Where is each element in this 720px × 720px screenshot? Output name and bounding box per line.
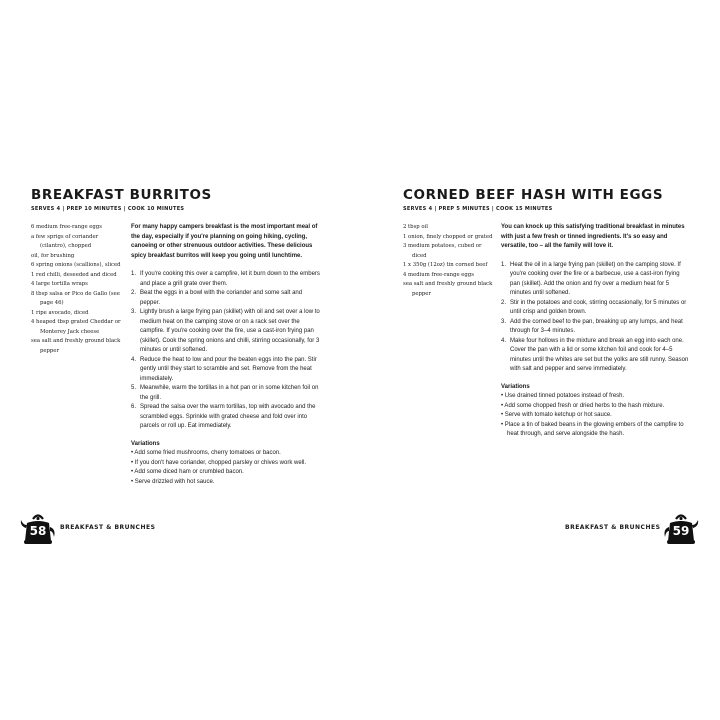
step-number: 1. (131, 271, 137, 277)
method-step (501, 318, 691, 337)
variation-item: • Add some chopped fresh or dried herbs to the hash mixture. (501, 402, 665, 409)
method-step (131, 308, 321, 356)
step-text: Stir in the potatoes and cook, stirring occasionally, for 5 minutes or until crisp and golden brown. (510, 299, 687, 315)
step-number: 3. (131, 309, 137, 315)
recipe-body (501, 223, 691, 440)
ingredient: a few sprigs of coriander (cilantro), chopped (31, 233, 99, 249)
ingredient: oil, for brushing (31, 252, 75, 259)
recipe-title: BREAKFAST BURRITOS (31, 187, 212, 203)
recipe-meta: SERVES 4 | PREP 5 MINUTES | COOK 15 MINUTES (403, 206, 553, 212)
page-number: 58 (29, 524, 47, 538)
ingredient: 4 large tortilla wraps (31, 281, 88, 287)
recipe-intro: You can knock up this satisfying traditional breakfast in minutes with just a few fresh or tinned ingredients. It's so easy and versatile, too – all the family will love it. (501, 224, 685, 249)
variations-title: Variations (501, 383, 530, 390)
ingredient: 3 medium potatoes, cubed or diced (403, 243, 482, 259)
variation-item: • Place a tin of baked beans in the glowing embers of the campfire to heat through, and serve alongside the hash. (501, 421, 684, 437)
variation-item: • Use drained tinned potatoes instead of fresh. (501, 393, 625, 399)
recipe-body (131, 223, 321, 487)
ingredient: sea salt and freshly ground black pepper (403, 281, 493, 297)
step-number: 2. (131, 290, 137, 296)
page-footer (360, 511, 705, 547)
method-steps (131, 270, 321, 432)
step-text: Spread the salsa over the warm tortillas, top with avocado and the scrambled eggs. Sprinkle with grated cheese and fold over into parcels or roll up. Eat immediately. (140, 404, 316, 429)
method-step (131, 384, 321, 403)
method-step (501, 261, 691, 299)
ingredient: 4 medium free-range eggs (403, 271, 474, 278)
step-number: 4. (501, 337, 507, 344)
ingredient: 8 tbsp salsa or Pico de Gallo (see page 46) (31, 290, 120, 306)
section-label: BREAKFAST & BRUNCHES (565, 524, 661, 531)
ingredient: 6 medium free-range eggs (31, 224, 102, 230)
variation-item: • Add some diced ham or crumbled bacon. (131, 469, 244, 475)
step-text: Make four hollows in the mixture and break an egg into each one. Cover the pan with a lid or some kitchen foil and cook for 4–5 minutes until the whites are set but the yolks are still runny. Season with salt and pepper and serve immediately. (510, 337, 689, 372)
page-number: 59 (672, 524, 690, 538)
method-step (131, 270, 321, 289)
variations-list (501, 392, 691, 440)
method-steps (501, 261, 691, 375)
step-text: If you're cooking this over a campfire, let it burn down to the embers and place a grill grate over them. (140, 271, 320, 287)
ingredient: 6 spring onions (scallions), sliced (31, 262, 121, 268)
ingredient: 1 red chilli, deseeded and diced (31, 271, 117, 278)
recipe-title: CORNED BEEF HASH WITH EGGS (403, 187, 664, 203)
step-number: 1. (501, 261, 507, 268)
method-step (501, 337, 691, 375)
method-step (131, 356, 321, 385)
page-footer (20, 511, 340, 547)
method-step (131, 289, 321, 308)
variation-item: • If you don't have coriander, chopped parsley or chives work well. (131, 459, 307, 466)
ingredient: 4 heaped tbsp grated Cheddar or Monterey Jack cheese (31, 319, 121, 335)
method-step (131, 403, 321, 432)
step-text: Heat the oil in a large frying pan (skillet) on the camping stove. If you're cooking over the fire or a barbecue, use a cast-iron frying pan (skillet). Add the onion and fry over a medium heat for 5 minutes until softened. (510, 261, 681, 296)
variation-item: • Add some fried mushrooms, cherry tomatoes or bacon. (131, 450, 281, 456)
step-number: 3. (501, 318, 507, 325)
ingredient-list (31, 223, 123, 356)
variations-list (131, 449, 321, 487)
right-page (360, 0, 720, 720)
section-label: BREAKFAST & BRUNCHES (60, 524, 156, 531)
ingredient: 1 x 350g (12oz) tin corned beef (403, 262, 488, 268)
ingredient: 1 ripe avocado, diced (31, 309, 89, 316)
variations-title: Variations (131, 440, 160, 447)
ingredient-list (403, 223, 495, 299)
ingredient: 1 onion, finely chopped or grated (403, 233, 493, 240)
step-text: Reduce the heat to low and pour the beaten eggs into the pan. Stir gently until they start to scramble and set. Remove from the heat immediately. (140, 356, 317, 382)
variation-item: • Serve drizzled with hot sauce. (131, 478, 215, 485)
step-number: 2. (501, 299, 507, 306)
step-text: Add the corned beef to the pan, breaking up any lumps, and heat through for 3–4 minutes. (510, 318, 683, 334)
step-number: 6. (131, 404, 137, 410)
step-number: 5. (131, 385, 137, 391)
recipe-meta: SERVES 4 | PREP 10 MINUTES | COOK 10 MINUTES (31, 206, 185, 212)
ingredient: 2 tbsp oil (403, 224, 428, 230)
step-text: Lightly brush a large frying pan (skillet) with oil and set over a low to medium heat on the camping stove or on a rack set over the campfire. If you're cooking over the fire, use a cast-iron frying pan (skillet). Cook the spring onions and chilli, stirring occasionally, for 3 minutes or until softened. (140, 309, 320, 353)
step-text: Meanwhile, warm the tortillas in a hot pan or in some kitchen foil on the grill. (140, 385, 319, 401)
ingredient: sea salt and freshly ground black pepper (31, 338, 121, 354)
variation-item: • Serve with tomato ketchup or hot sauce. (501, 412, 612, 418)
recipe-intro: For many happy campers breakfast is the most important meal of the day, especially if you're planning on going hiking, cycling, canoeing or other strenuous outdoor activities. These delicious spicy breakfast burritos will keep you going until lunchtime. (131, 224, 318, 259)
kettle-icon (20, 511, 56, 547)
method-step (501, 299, 691, 318)
step-text: Beat the eggs in a bowl with the coriander and some salt and pepper. (140, 290, 303, 306)
step-number: 4. (131, 356, 137, 363)
kettle-icon (663, 511, 699, 547)
